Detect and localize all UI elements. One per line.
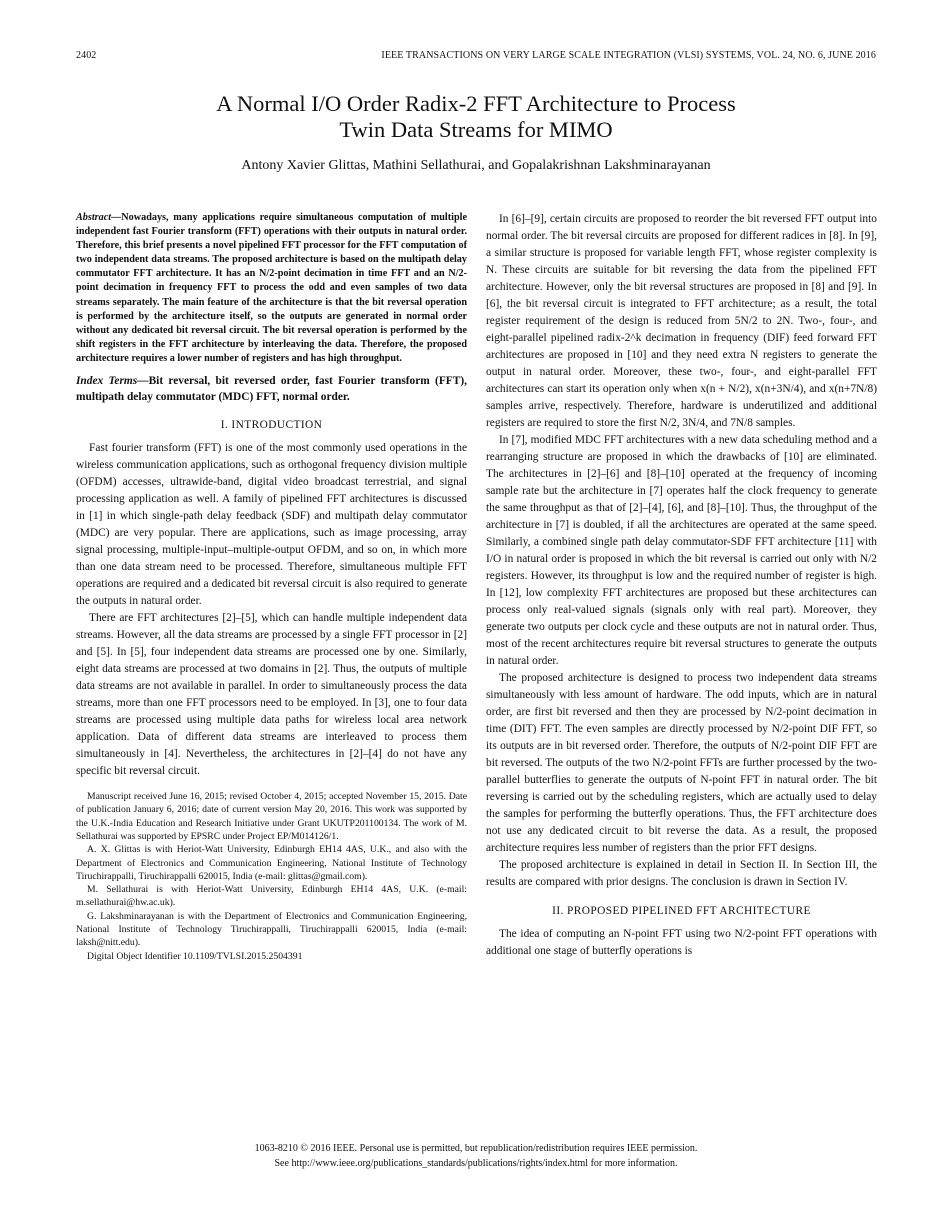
title-line-1: A Normal I/O Order Radix-2 FFT Architecture to Process	[216, 91, 736, 116]
footnote: M. Sellathurai is with Heriot-Watt University, Edinburgh EH14 4AS, U.K. (e-mail: m.sellathurai@hw.ac.uk).	[76, 884, 467, 909]
section-heading-introduction: I. INTRODUCTION	[220, 419, 323, 432]
right-column	[486, 211, 877, 960]
footnote: A. X. Glittas is with Heriot-Watt University, Edinburgh EH14 4AS, U.K., and also with the Department of Electronics and Communication Engineering, National Institute of Technology Tiruchirappalli, Tiruchirappalli 620015, India (e-mail: glittas@gmail.com).	[76, 844, 467, 882]
abstract-label: Abstract—	[76, 212, 122, 223]
footnotes	[76, 790, 467, 963]
body-paragraph: The idea of computing an N-point FFT using two N/2-point FFT operations with additional one stage of butterfly operations is	[486, 928, 877, 957]
intro-paragraph: There are FFT architectures [2]–[5], which can handle multiple independent data streams. However, all the data streams are processed by a single FFT processor in [2] and [5]. In [5], four independent data streams are processed one by one. Similarly, eight data streams are processed at two domains in [2]. Thus, the outputs of multiple data streams are not available in parallel. In order to simultaneously process the data streams, more than one FFT processors need to be employed. In [3], one to four data streams are processed using multiple data paths for wireless local area network application. Data of different data streams are interleaved to process them simultaneously in [4]. Nevertheless, the architectures in [2]–[4] do not have any specific bit reversal circuit.	[76, 612, 467, 778]
page-number: 2402	[76, 50, 97, 61]
footnote: G. Lakshminarayanan is with the Department of Electronics and Communication Engineering, National Institute of Technology Tiruchirappalli, Tiruchirappalli 620015, India (e-mail: laksh@nitt.edu).	[76, 910, 467, 949]
journal-header: IEEE TRANSACTIONS ON VERY LARGE SCALE INTEGRATION (VLSI) SYSTEMS, VOL. 24, NO. 6, JUNE 2016	[381, 50, 876, 61]
index-terms-label: Index Terms—	[76, 375, 149, 388]
footer-line-2: See http://www.ieee.org/publications_standards/publications/rights/index.html for more information.	[274, 1158, 678, 1169]
copyright-footer	[0, 1141, 952, 1171]
abstract-text: Nowadays, many applications require simultaneous computation of multiple independent fast Fourier transform (FFT) operations with their outputs in natural order. Therefore, this brief presents a novel pipelined FFT processor for the FFT computation of two independent data streams. The proposed architecture is based on the multipath delay commutator FFT architecture. It has an N/2-point decimation in time FFT and an N/2-point decimation in frequency FFT to process the odd and even samples of two data streams separately. The main feature of the architecture is that the bit reversal operation is performed by the architecture itself, so the outputs are generated in normal order without any dedicated bit reversal circuit. The bit reversal operation is performed by the shift registers in the FFT architecture by interleaving the data. Therefore, the proposed architecture requires a lower number of registers and has high throughput.	[76, 212, 467, 364]
body-paragraph: The proposed architecture is designed to process two independent data streams simultaneously with less amount of hardware. The odd inputs, which are in natural order, are first bit reversed and then they are processed by N/2-point decimation in time (DIT) FFT. The even samples are directly processed by N/2-point DIF FFT, so its outputs are in bit reversed order. Therefore, the outputs of N/2-point DIF FFT are bit reversed. The outputs of the two N/2-point FFTs are further processed by the two-parallel butterflies to generate the outputs of N-point FFT in natural order. The bit reversing is carried out by the scheduling registers, which are actually used to delay the samples for performing the butterfly operations. Thus, the FFT architecture does not use any dedicated circuit to bit reverse the data. As a result, the proposed architecture requires less number of registers than the prior FFT designs.	[486, 672, 877, 854]
intro-paragraph: Fast fourier transform (FFT) is one of the most commonly used operations in the wireless communication applications, such as orthogonal frequency division multiple (OFDM) accesses, ultrawide-band, digital video broadcast terrestrial, and signal processing application as well. A family of pipelined FFT architectures is discussed in [1] in which single-path delay feedback (SDF) and multipath delay commutator (MDC) are very popular. There are applications, such as image processing, array signal processing, multiple-input–multiple-output OFDM, and so on, in which more than one data stream need to be processed. Therefore, simultaneous multiple FFT operations are required and a dedicated bit reversal circuit is also required to generate the outputs in natural order.	[76, 442, 467, 608]
abstract	[76, 211, 467, 366]
footer-line-1: 1063-8210 © 2016 IEEE. Personal use is permitted, but republication/redistribution requires IEEE permission.	[254, 1143, 698, 1154]
section-heading-architecture: II. PROPOSED PIPELINED FFT ARCHITECTURE	[552, 905, 811, 917]
index-terms-text: Bit reversal, bit reversed order, fast Fourier transform (FFT), multipath delay commutator (MDC) FFT, normal order.	[76, 375, 467, 403]
body-paragraph: The proposed architecture is explained in detail in Section II. In Section III, the results are compared with prior designs. The conclusion is drawn in Section IV.	[486, 859, 877, 888]
footnote: Manuscript received June 16, 2015; revised October 4, 2015; accepted November 15, 2015. Date of publication January 6, 2016; date of current version May 20, 2016. This work was supported by the U.K.-India Education and Research Initiative under Grant UKUTP201100134. The work of M. Sellathurai was supported by EPSRC under Project EP/M014126/1.	[76, 791, 467, 842]
left-column	[76, 211, 467, 963]
paper-title	[0, 91, 952, 143]
author-list: Antony Xavier Glittas, Mathini Sellathurai, and Gopalakrishnan Lakshminarayanan	[241, 158, 711, 173]
footnote: Digital Object Identifier 10.1109/TVLSI.2015.2504391	[87, 950, 303, 962]
title-line-2: Twin Data Streams for MIMO	[339, 117, 613, 142]
body-paragraph: In [7], modified MDC FFT architectures with a new data scheduling method and a rearranging structure are proposed in which the drawbacks of [10] are eliminated. The architectures in [2]–[6] and [8]–[10] operated at the frequency of incoming sample rate but the architecture in [7] operates half the clock frequency to generate the same throughput as that of [2]–[4], [6], and [8]–[10]. Thus, the throughput of the architecture in [7] is doubled, if all the architectures are operated at the same speed. Similarly, a combined single path delay commutator-SDF FFT architecture [11] with I/O in natural order is proposed in which the bit reversal is carried out only with N/2 registers. However, its throughput is low and the required number of register is high. In [12], low complexity FFT architectures are proposed but these architectures can process only real-valued signals (signals only with real part). Moreover, they generate two outputs per clock cycle and these outputs are not in natural order. Thus, most of the recent architectures require bit reversal structures to generate the outputs in natural order.	[486, 434, 877, 667]
body-paragraph: In [6]–[9], certain circuits are proposed to reorder the bit reversed FFT output into normal order. The bit reversal circuits are proposed for different radices in [8]. In [9], a similar structure is proposed for variable length FFT, whose register complexity is N. These circuits are suitable for bit reversing the data from the pipelined FFT architecture. However, only the bit reversal structures are proposed in [8] and [9]. In [6], the bit reversal circuit is integrated to FFT architecture; as a result, the total register requirement of the design is reduced from 5N/2 to 2N. Two-, four-, and eight-parallel pipelined radix-2^k decimation in frequency (DIF) feed forward FFT architectures are proposed in [10] and they need extra N registers to generate the output in natural order. Moreover, these two-, four-, and eight-parallel FFT architectures can start its operation only when x(n + N/2), x(n+3N/4), and x(n+7N/8) samples arrive, respectively. Therefore, hardware is underutilized and additional registers are required to store the first N/2, 3N/4, and 7N/8 samples.	[486, 213, 877, 429]
index-terms	[76, 374, 467, 405]
